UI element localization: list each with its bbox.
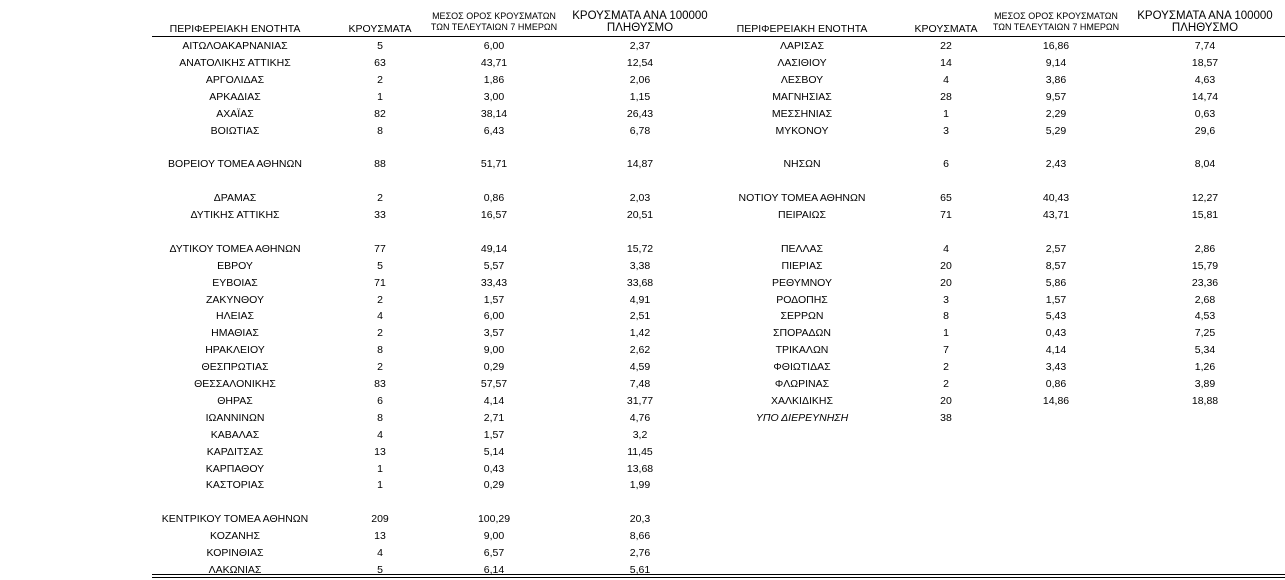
cell-cases: 1 xyxy=(377,90,383,103)
cell-avg: 9,14 xyxy=(1045,56,1067,69)
cell-name: ΘΕΣΣΑΛΟΝΙΚΗΣ xyxy=(194,378,276,390)
cell-cases: 2 xyxy=(377,361,383,374)
cell-name: ΗΡΑΚΛΕΙΟΥ xyxy=(205,344,265,357)
cell-name: ΤΡΙΚΑΛΩΝ xyxy=(775,344,829,357)
cell-name: ΜΕΣΣΗΝΙΑΣ xyxy=(771,107,833,120)
cell-cases: 71 xyxy=(374,276,386,289)
cell-name: ΔΥΤΙΚΟΥ ΤΟΜΕΑ ΑΘΗΝΩΝ xyxy=(169,242,301,255)
right-header-region: ΠΕΡΙΦΕΡΕΙΑΚΗ ΕΝΟΤΗΤΑ xyxy=(736,23,868,35)
cell-per100k: 2,86 xyxy=(1194,242,1216,255)
cell-cases: 2 xyxy=(943,361,949,374)
cell-per100k: 15,81 xyxy=(1191,209,1219,221)
cell-avg: 5,14 xyxy=(483,445,505,458)
cell-cases: 6 xyxy=(943,158,949,171)
cell-name: ΚΕΝΤΡΙΚΟΥ ΤΟΜΕΑ ΑΘΗΝΩΝ xyxy=(161,513,309,526)
cell-cases: 82 xyxy=(374,107,386,120)
cell-name: ΘΕΣΠΡΩΤΙΑΣ xyxy=(201,361,269,374)
cell-name: ΒΟΡΕΙΟΥ ΤΟΜΕΑ ΑΘΗΝΩΝ xyxy=(168,158,302,171)
cell-avg: 1,57 xyxy=(483,428,505,441)
cell-per100k: 20,51 xyxy=(626,209,654,221)
cell-per100k: 4,91 xyxy=(629,293,651,306)
cell-name: ΕΥΒΟΙΑΣ xyxy=(212,276,258,289)
cell-per100k: 0,63 xyxy=(1194,107,1216,120)
cell-avg: 16,57 xyxy=(480,209,508,221)
cell-cases: 28 xyxy=(940,90,952,103)
cell-per100k: 23,36 xyxy=(1191,276,1219,289)
left-header-per100k-line1: ΚΡΟΥΣΜΑΤΑ ΑΝΑ 100000 xyxy=(572,10,708,22)
cell-per100k: 15,79 xyxy=(1191,259,1219,272)
header-divider xyxy=(152,36,1285,37)
cell-avg: 3,43 xyxy=(1045,361,1067,374)
cell-per100k: 2,06 xyxy=(629,73,651,86)
right-header-per100k-line1: ΚΡΟΥΣΜΑΤΑ ΑΝΑ 100000 xyxy=(1137,10,1273,22)
right-header-avg-line1: ΜΕΣΟΣ ΟΡΟΣ ΚΡΟΥΣΜΑΤΩΝ xyxy=(994,11,1118,21)
cell-per100k: 12,54 xyxy=(626,56,654,69)
bottom-divider-1 xyxy=(152,574,1285,575)
cell-per100k: 18,88 xyxy=(1191,394,1219,407)
cell-avg: 3,57 xyxy=(483,327,505,340)
cell-cases: 20 xyxy=(940,259,952,272)
cell-avg: 1,57 xyxy=(483,293,505,306)
cell-avg: 16,86 xyxy=(1042,40,1070,52)
left-header-per100k-line2: ΠΛΗΘΥΣΜΟ xyxy=(606,22,674,34)
cell-name: ΠΙΕΡΙΑΣ xyxy=(781,259,823,272)
cell-cases: 20 xyxy=(940,394,952,407)
cell-per100k: 4,63 xyxy=(1194,73,1216,86)
cell-avg: 3,00 xyxy=(483,90,505,103)
cell-avg: 6,14 xyxy=(483,563,505,576)
cell-per100k: 2,68 xyxy=(1194,293,1216,306)
cell-name: ΛΑΣΙΘΙΟΥ xyxy=(777,56,827,69)
cell-cases: 1 xyxy=(377,479,383,492)
cell-name: ΑΧΑΪΑΣ xyxy=(216,107,254,120)
cell-avg: 100,29 xyxy=(477,513,511,526)
cell-cases: 88 xyxy=(374,158,386,171)
cell-cases: 4 xyxy=(377,547,383,559)
cell-cases: 2 xyxy=(943,378,949,390)
cell-cases: 7 xyxy=(943,344,949,357)
cell-name: ΑΡΚΑΔΙΑΣ xyxy=(209,90,261,103)
cell-avg: 0,29 xyxy=(483,361,505,374)
cell-avg: 2,71 xyxy=(483,411,505,424)
cell-avg: 0,43 xyxy=(1045,327,1067,340)
cell-per100k: 2,51 xyxy=(629,310,651,323)
cell-name: ΔΡΑΜΑΣ xyxy=(213,192,257,205)
cell-cases: 5 xyxy=(377,259,383,272)
cell-avg: 9,00 xyxy=(483,530,505,543)
cell-cases: 13 xyxy=(374,530,386,543)
cell-avg: 6,00 xyxy=(483,310,505,323)
cell-cases: 63 xyxy=(374,56,386,69)
cell-cases: 4 xyxy=(943,73,949,86)
cell-per100k: 8,04 xyxy=(1194,158,1216,171)
cell-cases: 2 xyxy=(377,293,383,306)
cell-avg: 43,71 xyxy=(480,56,508,69)
cell-cases: 8 xyxy=(377,344,383,357)
cell-name: ΧΑΛΚΙΔΙΚΗΣ xyxy=(771,394,833,407)
cell-per100k: 2,76 xyxy=(629,547,651,559)
cell-name: ΚΑΡΠΑΘΟΥ xyxy=(205,462,265,475)
cell-per100k: 4,59 xyxy=(629,361,651,374)
cell-cases: 1 xyxy=(943,327,949,340)
left-header-per100k xyxy=(565,10,715,34)
cell-name: ΑΡΓΟΛΙΔΑΣ xyxy=(205,73,265,86)
cell-name: ΛΕΣΒΟΥ xyxy=(780,73,824,86)
cell-avg: 14,86 xyxy=(1042,394,1070,407)
cell-per100k: 18,57 xyxy=(1191,56,1219,69)
right-header-avg xyxy=(986,11,1126,33)
cell-cases: 38 xyxy=(940,411,952,424)
cell-avg: 6,57 xyxy=(483,547,505,559)
cell-avg: 2,43 xyxy=(1045,158,1067,171)
cell-name: ΣΠΟΡΑΔΩΝ xyxy=(773,327,831,340)
cell-cases: 8 xyxy=(377,411,383,424)
cell-name: ΔΥΤΙΚΗΣ ΑΤΤΙΚΗΣ xyxy=(190,209,280,221)
cell-per100k: 29,6 xyxy=(1194,124,1216,137)
cell-avg: 4,14 xyxy=(1045,344,1067,357)
cell-name: ΜΥΚΟΝΟΥ xyxy=(775,124,829,137)
cell-cases: 5 xyxy=(377,40,383,52)
cell-avg: 0,43 xyxy=(483,462,505,475)
cell-avg: 38,14 xyxy=(480,107,508,120)
cell-avg: 9,00 xyxy=(483,344,505,357)
cell-per100k: 1,26 xyxy=(1194,361,1216,374)
right-header-per100k-line2: ΠΛΗΘΥΣΜΟ xyxy=(1171,22,1239,34)
cell-avg: 6,00 xyxy=(483,40,505,52)
cell-cases: 33 xyxy=(374,209,386,221)
cell-cases: 3 xyxy=(943,124,949,137)
cell-per100k: 8,66 xyxy=(629,530,651,543)
cell-name: ΝΗΣΩΝ xyxy=(783,158,821,171)
left-header-region: ΠΕΡΙΦΕΡΕΙΑΚΗ ΕΝΟΤΗΤΑ xyxy=(169,23,301,35)
cell-cases: 4 xyxy=(377,310,383,323)
cell-name: ΗΛΕΙΑΣ xyxy=(215,310,254,323)
cell-name: ΛΑΚΩΝΙΑΣ xyxy=(208,563,262,576)
cell-name: ΒΟΙΩΤΙΑΣ xyxy=(210,124,260,137)
left-header-avg-line1: ΜΕΣΟΣ ΟΡΟΣ ΚΡΟΥΣΜΑΤΩΝ xyxy=(432,11,556,21)
cell-per100k: 12,27 xyxy=(1191,192,1219,205)
cell-per100k: 3,89 xyxy=(1194,378,1216,390)
cell-name: ΣΕΡΡΩΝ xyxy=(780,310,824,323)
cell-name: ΦΛΩΡΙΝΑΣ xyxy=(774,378,830,390)
cell-cases: 4 xyxy=(943,242,949,255)
cell-per100k: 13,68 xyxy=(626,462,654,475)
cell-per100k: 4,76 xyxy=(629,411,651,424)
cell-per100k: 5,34 xyxy=(1194,344,1216,357)
left-header-avg xyxy=(424,11,564,33)
cell-cases: 5 xyxy=(377,563,383,576)
cell-name: ΚΑΒΑΛΑΣ xyxy=(210,428,260,441)
left-header-avg-line2: ΤΩΝ ΤΕΛΕΥΤΑΙΩΝ 7 ΗΜΕΡΩΝ xyxy=(430,22,558,32)
cell-avg: 0,29 xyxy=(483,479,505,492)
cell-cases: 8 xyxy=(377,124,383,137)
cell-per100k: 3,38 xyxy=(629,259,651,272)
cell-avg: 8,57 xyxy=(1045,259,1067,272)
cell-cases: 209 xyxy=(371,513,389,526)
right-header-cases: ΚΡΟΥΣΜΑΤΑ xyxy=(914,23,978,35)
cell-per100k: 4,53 xyxy=(1194,310,1216,323)
cell-avg: 33,43 xyxy=(480,276,508,289)
bottom-divider-2 xyxy=(152,577,1285,578)
cell-name: ΥΠΟ ΔΙΕΡΕΥΝΗΣΗ xyxy=(755,411,849,424)
cell-per100k: 11,45 xyxy=(627,445,653,458)
cell-avg: 2,57 xyxy=(1045,242,1067,255)
right-header-avg-line2: ΤΩΝ ΤΕΛΕΥΤΑΙΩΝ 7 ΗΜΕΡΩΝ xyxy=(992,22,1120,32)
cell-per100k: 6,78 xyxy=(629,124,651,137)
cell-name: ΚΑΣΤΟΡΙΑΣ xyxy=(205,479,265,492)
cell-per100k: 14,87 xyxy=(626,158,654,171)
cell-avg: 57,57 xyxy=(480,378,508,390)
cell-avg: 4,14 xyxy=(483,394,505,407)
cell-name: ΚΑΡΔΙΤΣΑΣ xyxy=(206,445,264,458)
cell-name: ΜΑΓΝΗΣΙΑΣ xyxy=(772,90,832,103)
cell-avg: 49,14 xyxy=(480,242,508,255)
cell-name: ΘΗΡΑΣ xyxy=(217,394,253,407)
cell-name: ΠΕΛΛΑΣ xyxy=(780,242,824,255)
cell-cases: 4 xyxy=(377,428,383,441)
cell-per100k: 2,62 xyxy=(629,344,651,357)
cell-cases: 22 xyxy=(940,40,952,52)
cell-per100k: 7,48 xyxy=(629,378,651,390)
cell-avg: 3,86 xyxy=(1045,73,1067,86)
cell-avg: 5,86 xyxy=(1045,276,1067,289)
cell-cases: 2 xyxy=(377,327,383,340)
cell-cases: 14 xyxy=(940,56,952,69)
cell-cases: 3 xyxy=(943,293,949,306)
cell-avg: 1,57 xyxy=(1045,293,1067,306)
cell-cases: 20 xyxy=(940,276,952,289)
cell-cases: 13 xyxy=(374,445,386,458)
cell-per100k: 3,2 xyxy=(632,428,648,441)
cell-per100k: 26,43 xyxy=(626,107,654,120)
cell-name: ΡΟΔΟΠΗΣ xyxy=(776,293,828,306)
cell-name: ΑΙΤΩΛΟΑΚΑΡΝΑΝΙΑΣ xyxy=(182,40,288,52)
cell-cases: 2 xyxy=(377,192,383,205)
cell-avg: 1,86 xyxy=(483,73,505,86)
cell-avg: 51,71 xyxy=(480,158,508,171)
cell-per100k: 7,74 xyxy=(1194,40,1216,52)
cell-cases: 6 xyxy=(377,394,383,407)
cell-name: ΑΝΑΤΟΛΙΚΗΣ ΑΤΤΙΚΗΣ xyxy=(179,56,291,69)
cell-name: ΙΩΑΝΝΙΝΩΝ xyxy=(205,411,265,424)
cell-avg: 40,43 xyxy=(1042,192,1070,205)
cell-per100k: 7,25 xyxy=(1194,327,1216,340)
cell-per100k: 1,15 xyxy=(629,90,651,103)
cell-name: ΠΕΙΡΑΙΩΣ xyxy=(778,209,826,221)
cell-avg: 9,57 xyxy=(1045,90,1067,103)
cell-cases: 83 xyxy=(374,378,386,390)
cell-avg: 5,57 xyxy=(483,259,505,272)
cell-cases: 77 xyxy=(374,242,386,255)
cell-avg: 5,29 xyxy=(1045,124,1067,137)
right-header-per100k xyxy=(1125,10,1285,34)
cell-name: ΚΟΡΙΝΘΙΑΣ xyxy=(206,547,264,559)
cell-cases: 1 xyxy=(943,107,949,120)
cell-per100k: 31,77 xyxy=(626,394,654,407)
cell-per100k: 1,99 xyxy=(629,479,651,492)
cell-name: ΗΜΑΘΙΑΣ xyxy=(211,327,259,340)
cell-cases: 8 xyxy=(943,310,949,323)
cell-name: ΝΟΤΙΟΥ ΤΟΜΕΑ ΑΘΗΝΩΝ xyxy=(738,192,866,205)
cell-name: ΡΕΘΥΜΝΟΥ xyxy=(771,276,832,289)
cell-avg: 0,86 xyxy=(483,192,505,205)
cell-cases: 65 xyxy=(940,192,952,205)
cell-per100k: 2,37 xyxy=(629,40,651,52)
cell-name: ΕΒΡΟΥ xyxy=(217,259,253,272)
cell-name: ΚΟΖΑΝΗΣ xyxy=(210,530,260,543)
cell-per100k: 1,42 xyxy=(629,327,651,340)
cell-cases: 1 xyxy=(377,462,383,475)
cell-per100k: 33,68 xyxy=(626,276,654,289)
cell-avg: 43,71 xyxy=(1042,209,1070,221)
cell-name: ΖΑΚΥΝΘΟΥ xyxy=(205,293,264,306)
cell-avg: 2,29 xyxy=(1045,107,1067,120)
cell-per100k: 2,03 xyxy=(629,192,651,205)
cell-avg: 6,43 xyxy=(483,124,505,137)
cell-cases: 2 xyxy=(377,73,383,86)
cell-per100k: 15,72 xyxy=(626,242,654,255)
cell-avg: 5,43 xyxy=(1045,310,1067,323)
left-header-cases: ΚΡΟΥΣΜΑΤΑ xyxy=(348,23,412,35)
cell-name: ΛΑΡΙΣΑΣ xyxy=(780,40,824,52)
cell-per100k: 5,61 xyxy=(629,563,651,576)
cell-name: ΦΘΙΩΤΙΔΑΣ xyxy=(773,361,831,374)
cell-per100k: 14,74 xyxy=(1191,90,1219,103)
cell-per100k: 20,3 xyxy=(629,513,651,526)
cell-cases: 71 xyxy=(940,209,952,221)
cell-avg: 0,86 xyxy=(1045,378,1067,390)
